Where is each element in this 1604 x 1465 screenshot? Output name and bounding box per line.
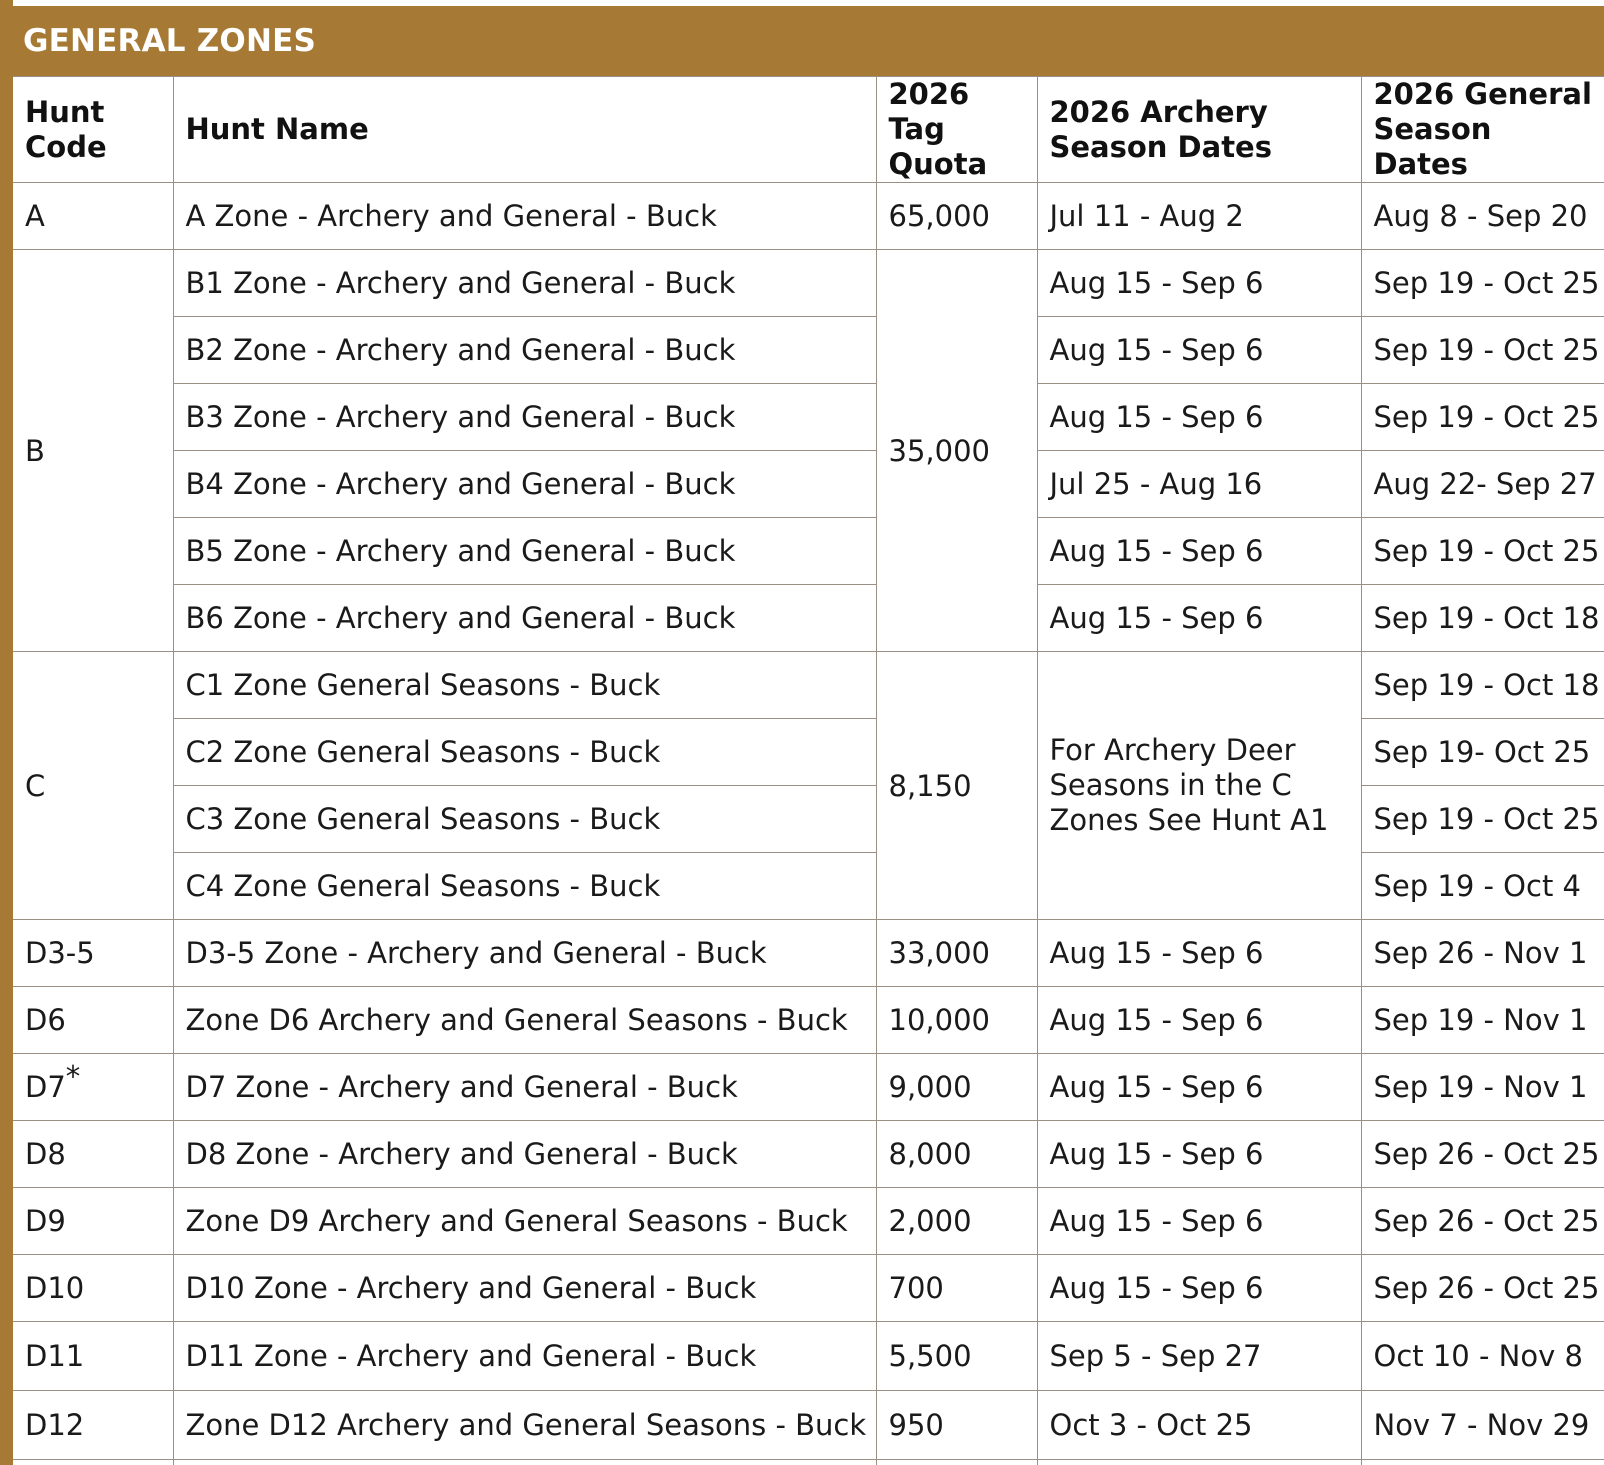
hunt-code-cell (13, 1255, 173, 1322)
table-row (13, 1322, 1604, 1391)
tag-quota-cell: 33,000 (876, 920, 1037, 987)
hunt-code-text: D7 (25, 1070, 66, 1104)
table-row (13, 987, 1604, 1054)
table-row (13, 1255, 1604, 1322)
general-dates-cell: Sep 19 - Oct 25 (1361, 317, 1604, 384)
hunt-name-cell: B5 Zone - Archery and General - Buck (173, 518, 876, 585)
hunt-name-cell (173, 1460, 876, 1465)
archery-dates-cell: Aug 15 - Sep 6 (1037, 1255, 1361, 1322)
header-general-dates: 2026 General Season Dates (1361, 77, 1604, 183)
table-row (13, 1391, 1604, 1460)
hunt-code-cell: B (13, 250, 173, 652)
hunt-code-cell (13, 1121, 173, 1188)
general-dates-cell: Sep 19- Oct 25 (1361, 719, 1604, 786)
hunt-name-cell: D8 Zone - Archery and General - Buck (173, 1121, 876, 1188)
hunt-code-text: D12 (25, 1408, 85, 1442)
table-row-partial (13, 1460, 1604, 1465)
hunt-name-cell: B6 Zone - Archery and General - Buck (173, 585, 876, 652)
general-dates-cell: Sep 26 - Nov 1 (1361, 920, 1604, 987)
hunt-name-cell: B3 Zone - Archery and General - Buck (173, 384, 876, 451)
general-dates-cell: Sep 19 - Oct 18 (1361, 585, 1604, 652)
table-row (13, 250, 1604, 317)
hunt-code-text: D11 (25, 1339, 85, 1373)
archery-dates-cell: Aug 15 - Sep 6 (1037, 920, 1361, 987)
table-row (13, 1054, 1604, 1121)
hunt-name-cell: C4 Zone General Seasons - Buck (173, 853, 876, 920)
archery-dates-cell: Aug 15 - Sep 6 (1037, 250, 1361, 317)
hunt-name-cell: D3-5 Zone - Archery and General - Buck (173, 920, 876, 987)
hunt-code-cell (13, 1391, 173, 1460)
table-row (13, 317, 1604, 384)
hunt-name-cell: B4 Zone - Archery and General - Buck (173, 451, 876, 518)
hunt-name-cell: B1 Zone - Archery and General - Buck (173, 250, 876, 317)
hunt-code-text: D3-5 (25, 936, 95, 970)
general-dates-cell (1361, 1460, 1604, 1465)
hunt-code-cell (13, 1054, 173, 1121)
general-dates-cell: Sep 19 - Nov 1 (1361, 1054, 1604, 1121)
hunt-code-text: D6 (25, 1003, 66, 1037)
general-dates-cell: Nov 7 - Nov 29 (1361, 1391, 1604, 1460)
archery-dates-cell: Aug 15 - Sep 6 (1037, 1054, 1361, 1121)
hunt-name-cell: Zone D9 Archery and General Seasons - Buck (173, 1188, 876, 1255)
hunt-name-cell: Zone D12 Archery and General Seasons - Buck (173, 1391, 876, 1460)
table-row (13, 518, 1604, 585)
table-row (13, 585, 1604, 652)
header-hunt-code: Hunt Code (13, 77, 173, 183)
header-tag-quota: 2026 Tag Quota (876, 77, 1037, 183)
hunt-code-cell (13, 1460, 173, 1465)
tag-quota-cell: 35,000 (876, 250, 1037, 652)
hunt-code-text: D10 (25, 1271, 85, 1305)
general-dates-cell: Oct 10 - Nov 8 (1361, 1322, 1604, 1391)
general-dates-cell: Sep 19 - Nov 1 (1361, 987, 1604, 1054)
tag-quota-cell: 950 (876, 1391, 1037, 1460)
general-dates-cell: Sep 19 - Oct 4 (1361, 853, 1604, 920)
hunt-code-cell (13, 920, 173, 987)
table-row (13, 384, 1604, 451)
hunt-code-cell (13, 987, 173, 1054)
table-header-row (13, 77, 1604, 183)
table-row (13, 786, 1604, 853)
general-dates-cell: Sep 19 - Oct 25 (1361, 384, 1604, 451)
archery-dates-cell: Oct 3 - Oct 25 (1037, 1391, 1361, 1460)
general-dates-cell: Sep 19 - Oct 25 (1361, 250, 1604, 317)
hunt-name-cell: C1 Zone General Seasons - Buck (173, 652, 876, 719)
tag-quota-cell: 9,000 (876, 1054, 1037, 1121)
general-dates-cell: Sep 26 - Oct 25 (1361, 1188, 1604, 1255)
hunt-code-cell: C (13, 652, 173, 920)
archery-dates-cell (1037, 1460, 1361, 1465)
archery-dates-note-cell: For Archery Deer Seasons in the C Zones See Hunt A1 (1037, 652, 1361, 920)
table-row (13, 451, 1604, 518)
hunt-name-cell: B2 Zone - Archery and General - Buck (173, 317, 876, 384)
tag-quota-cell: 10,000 (876, 987, 1037, 1054)
archery-dates-cell: Aug 15 - Sep 6 (1037, 518, 1361, 585)
archery-dates-cell: Jul 25 - Aug 16 (1037, 451, 1361, 518)
footnote-marker: * (65, 1059, 81, 1094)
hunt-code-cell (13, 1188, 173, 1255)
hunt-name-cell: C2 Zone General Seasons - Buck (173, 719, 876, 786)
archery-dates-cell: Aug 15 - Sep 6 (1037, 1188, 1361, 1255)
general-dates-cell: Sep 19 - Oct 18 (1361, 652, 1604, 719)
archery-dates-cell: Jul 11 - Aug 2 (1037, 183, 1361, 250)
table-row (13, 1121, 1604, 1188)
tag-quota-cell (876, 1460, 1037, 1465)
hunt-code-cell: A (13, 183, 173, 250)
hunt-name-cell: C3 Zone General Seasons - Buck (173, 786, 876, 853)
tag-quota-cell: 8,150 (876, 652, 1037, 920)
archery-dates-cell: Aug 15 - Sep 6 (1037, 585, 1361, 652)
general-dates-cell: Aug 22- Sep 27 (1361, 451, 1604, 518)
hunt-name-cell: D7 Zone - Archery and General - Buck (173, 1054, 876, 1121)
table-row (13, 853, 1604, 920)
archery-dates-cell: Aug 15 - Sep 6 (1037, 1121, 1361, 1188)
table-row (13, 652, 1604, 719)
tag-quota-cell: 8,000 (876, 1121, 1037, 1188)
table-row (13, 183, 1604, 250)
left-accent-rule (0, 0, 13, 1465)
hunt-code-cell (13, 1322, 173, 1391)
table-row (13, 920, 1604, 987)
hunt-name-cell: A Zone - Archery and General - Buck (173, 183, 876, 250)
archery-dates-cell: Aug 15 - Sep 6 (1037, 384, 1361, 451)
hunt-name-cell: D10 Zone - Archery and General - Buck (173, 1255, 876, 1322)
hunt-name-cell: D11 Zone - Archery and General - Buck (173, 1322, 876, 1391)
tag-quota-cell: 5,500 (876, 1322, 1037, 1391)
general-dates-cell: Sep 19 - Oct 25 (1361, 518, 1604, 585)
general-dates-cell: Sep 19 - Oct 25 (1361, 786, 1604, 853)
hunt-name-cell: Zone D6 Archery and General Seasons - Buck (173, 987, 876, 1054)
archery-dates-cell: Aug 15 - Sep 6 (1037, 317, 1361, 384)
hunt-code-text: D8 (25, 1137, 66, 1171)
header-hunt-name: Hunt Name (173, 77, 876, 183)
general-dates-cell: Sep 26 - Oct 25 (1361, 1255, 1604, 1322)
tag-quota-cell: 2,000 (876, 1188, 1037, 1255)
hunt-code-text: D9 (25, 1204, 66, 1238)
archery-dates-cell: Sep 5 - Sep 27 (1037, 1322, 1361, 1391)
general-dates-cell: Sep 26 - Oct 25 (1361, 1121, 1604, 1188)
section-banner: GENERAL ZONES (0, 6, 1604, 76)
tag-quota-cell: 700 (876, 1255, 1037, 1322)
table-row (13, 719, 1604, 786)
tag-quota-cell: 65,000 (876, 183, 1037, 250)
archery-dates-cell: Aug 15 - Sep 6 (1037, 987, 1361, 1054)
general-zones-table (13, 76, 1604, 1465)
general-dates-cell: Aug 8 - Sep 20 (1361, 183, 1604, 250)
header-archery-dates: 2026 Archery Season Dates (1037, 77, 1361, 183)
table-row (13, 1188, 1604, 1255)
